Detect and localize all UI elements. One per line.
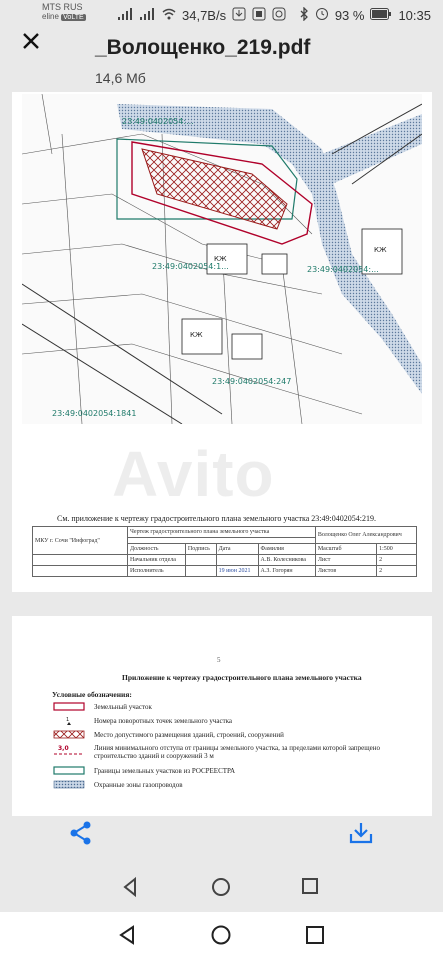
page-number: 5: [217, 656, 221, 664]
stamp-row1-sheet: 2: [377, 555, 417, 566]
action-bar: [0, 820, 443, 850]
share-button[interactable]: [68, 820, 94, 846]
turning-point-icon: [52, 716, 86, 725]
pdf-page-2[interactable]: [12, 616, 432, 816]
stamp-col-position: Должность: [128, 544, 186, 555]
parcel-id-2: 23:49:0402054:1...: [152, 262, 229, 271]
legend-item-setback: [52, 744, 414, 760]
timer-icon: [315, 7, 329, 24]
ghost-back-icon: [120, 876, 140, 898]
system-status: [299, 7, 431, 24]
legend-item-gas: [52, 780, 183, 789]
avito-watermark: Avito: [112, 438, 275, 510]
parcel-id-5: 23:49:0402054:247: [212, 377, 292, 386]
signal-icon-2: [140, 8, 156, 23]
legend-item-parcel: [52, 702, 152, 711]
ghost-recents-icon: [300, 876, 320, 896]
stamp-row2-name: А.З. Гогорян: [258, 566, 315, 577]
title-block-table: [32, 526, 417, 577]
instagram-icon: [272, 7, 286, 24]
close-button[interactable]: [20, 30, 46, 56]
wifi-icon: [162, 8, 176, 23]
gas-zone-icon: [52, 780, 86, 789]
building-label-2: КЖ: [190, 331, 203, 339]
site-plan-drawing: [22, 94, 422, 424]
document-size: 14,6 Мб: [95, 70, 146, 86]
stamp-col-surname: Фамилия: [258, 544, 315, 555]
stamp-row2-date: 19 июн 2021: [216, 566, 258, 577]
legend-item-label: Границы земельных участков из РОСРЕЕСТРА: [94, 766, 236, 775]
stamp-col-date: Дата: [216, 544, 258, 555]
recents-button[interactable]: [304, 924, 326, 946]
parcel-id-4: 23:49:0402054:1841: [52, 409, 137, 418]
stamp-caption: См. приложение к чертежу градостроительного плана земельного участка 23:49:0402054:219.: [57, 514, 376, 523]
stamp-row1-sheet-label: Лист: [315, 555, 376, 566]
home-button[interactable]: [210, 924, 232, 946]
download-button[interactable]: [348, 820, 374, 846]
document-title: _Волощенко_219.pdf: [95, 36, 311, 59]
download-status-icon: [232, 7, 246, 24]
clock: 10:35: [398, 8, 431, 23]
legend-title: Приложение к чертежу градостроительного плана земельного участка: [122, 673, 362, 682]
download-icon: [348, 820, 374, 846]
battery-percent: 93 %: [334, 8, 365, 23]
network-status: [118, 7, 286, 24]
battery-icon: [370, 8, 392, 23]
legend-item-points: [52, 716, 232, 725]
setback-value: 3,0: [58, 745, 69, 752]
home-icon: [210, 924, 232, 946]
stamp-row1-position: Начальник отдела: [128, 555, 186, 566]
bluetooth-icon: [299, 7, 309, 24]
hatch-symbol-icon: [52, 730, 86, 739]
stamp-org: МКУ г. Сочи "Инфоград": [33, 527, 128, 555]
stamp-owner: Волощенко Олег Александрович: [315, 527, 416, 544]
document-header: [0, 28, 443, 92]
share-icon: [68, 820, 94, 846]
stamp-col-sign: Подпись: [185, 544, 216, 555]
signal-icon: [118, 8, 134, 23]
stamp-row2-position: Исполнитель: [128, 566, 186, 577]
inner-navigation-bar: [0, 870, 443, 906]
ghost-home-icon: [210, 876, 232, 898]
recents-icon: [304, 924, 326, 946]
system-navigation-bar: [0, 912, 443, 960]
legend-item-label: Земельный участок: [94, 702, 152, 711]
close-icon: [20, 30, 42, 52]
legend-item-label: Охранные зоны газопроводов: [94, 780, 183, 789]
legend-item-label: Номера поворотных точек земельного участка: [94, 716, 233, 725]
network-speed: 34,7B/s: [182, 8, 227, 23]
legend-subtitle: Условные обозначения:: [52, 690, 132, 699]
legend: [12, 616, 432, 816]
legend-item-rosreestr: [52, 766, 235, 775]
carrier-line2: eline: [42, 12, 59, 21]
building-label-3: КЖ: [374, 246, 387, 254]
rosreestr-boundary-icon: [52, 766, 86, 775]
legend-item-buildable: [52, 730, 284, 739]
notification-icon: [252, 7, 266, 24]
svg-text:1: 1: [66, 717, 70, 723]
pdf-page-1[interactable]: [12, 92, 432, 592]
back-button[interactable]: [116, 924, 138, 946]
stamp-scale-value: 1:500: [377, 544, 417, 555]
carrier-info: MTS RUS eline VoLTE: [42, 2, 84, 21]
status-bar: [0, 0, 443, 30]
legend-item-label: Линия минимального отступа от границы земельного участка, за пределами которой запрещено строительство зданий и сооружений 3 м: [94, 744, 381, 760]
site-plan-svg: [22, 94, 422, 424]
stamp-row1-name: А.В. Колесникова: [258, 555, 315, 566]
stamp-row2-sheets-label: Листов: [315, 566, 376, 577]
parcel-symbol-icon: [52, 702, 86, 711]
carrier-name: MTS RUS: [42, 2, 83, 12]
stamp-col-scale: Масштаб: [315, 544, 376, 555]
back-icon: [116, 924, 138, 946]
parcel-id-3: 23:49:0402054:...: [307, 265, 379, 274]
setback-line-icon: [52, 744, 86, 758]
parcel-id-1: 23:49:0402054:...: [122, 117, 194, 126]
stamp-drawing-title: Чертеж градостроительного плана земельного участка: [128, 527, 316, 538]
legend-item-label: Место допустимого размещения зданий, строений, сооружений: [94, 730, 284, 739]
stamp-row2-sheets: 2: [377, 566, 417, 577]
building-label-1: КЖ: [214, 255, 227, 263]
